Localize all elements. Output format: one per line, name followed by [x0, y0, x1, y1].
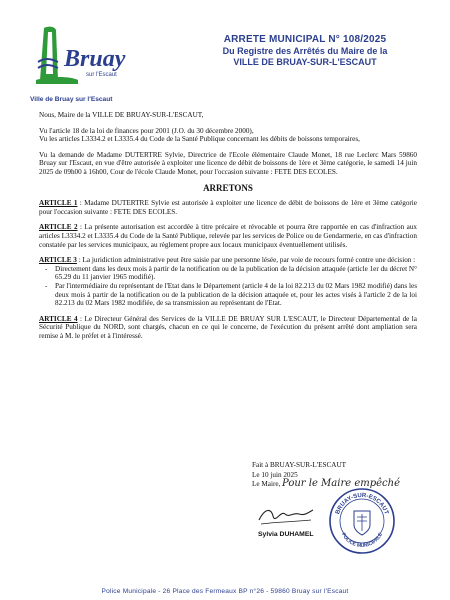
intro-line: Nous, Maire de la VILLE DE BRUAY-SUR-L'ESCAUT,	[39, 111, 204, 119]
article-2	[39, 223, 417, 249]
article-2-text: : La présente autorisation est accordée à titre précaire et révocable et pourra être rapportée en cas d'infraction aux articles L3334.2 et L3335.4 du Code de la Santé Publique, relevée par les services de Police ou de Gendarmerie, en cas d'infraction constatée par les services municipaux, au règlement propre aux locaux municipaux éventuellement utilisés.	[39, 223, 418, 249]
logo-caption: Ville de Bruay sur l'Escaut	[30, 96, 113, 103]
svg-text:POLICE MUNICIPALE	[340, 531, 384, 549]
recourse-list	[39, 265, 417, 308]
decree-body	[39, 111, 417, 340]
article-4-text: : Le Directeur Général des Services de la VILLE DE BRUAY SUR L'ESCAUT, le Directeur Départemental de la Sécurité Publique du NORD, sont chargés, chacun en ce qui le concerne, de l'exécution du présent arrêté dont ampliation sera remise à M. le préfet et à l'intéressé.	[39, 314, 417, 340]
article-2-label: ARTICLE 2	[39, 223, 78, 232]
document-header	[180, 34, 430, 67]
article-1-label: ARTICLE 1	[39, 199, 78, 208]
city-name: VILLE DE BRUAY-SUR-L'ESCAUT	[233, 57, 377, 67]
mayor-signature-image	[255, 500, 315, 530]
article-3-label: ARTICLE 3	[39, 256, 77, 265]
article-1-text: : Madame DUTERTRE Sylvie est autorisée à exploiter une licence de débit de boissons de 1ère et 3ème catégorie pour l'occasion suivante : FETE DES ECOLES.	[39, 199, 417, 216]
recourse-item-direct: - Directement dans les deux mois à partir de la notification ou de la publication de la décision attaquée (article 1er du décret N° 65.29 du 11 janvier 1965 modifié).	[53, 265, 417, 282]
stamp-top-text: BRUAY-SUR-ESCAUT	[335, 492, 389, 516]
recourse-item-prefect: - Par l'intermédiaire du représentant de l'Etat dans le Département (article 4 de la loi 82.213 du 02 Mars 1982 modifié) dans les deux mois à partir de la notification ou de la publication de la décision attaquée et, pour les actes visés à l'article 2 de la loi 82.213 du 02 Mars 1982 modifiée, de sa transmission au représentant de l'Etat.	[53, 282, 417, 308]
stamp-bottom-text: POLICE MUNICIPALE	[339, 531, 385, 550]
vu-health-code: Vu les articles L3334.2 et L3335.4 du Code de la Santé Publique concernant les débits de boissons temporaires,	[39, 135, 360, 144]
article-4-label: ARTICLE 4	[39, 314, 78, 323]
signature-place: Fait à BRUAY-SUR-L'ESCAUT	[252, 461, 347, 469]
article-1	[39, 199, 417, 216]
signature-date: Le 10 juin 2025	[252, 470, 298, 479]
signatory-name: Sylvia DUHAMEL	[258, 531, 314, 538]
logo-brand-sub: sur l'Escaut	[86, 72, 117, 78]
svg-text:BRUAY-SUR-ESCAUT	[335, 493, 389, 516]
signature-role: Le Maire,	[252, 480, 281, 489]
article-3	[39, 256, 417, 265]
handwritten-mention: Pour le Maire empêché	[282, 478, 400, 489]
decree-title: ARRETE MUNICIPAL N° 108/2025	[223, 34, 387, 45]
article-4	[39, 315, 417, 341]
police-stamp-image	[328, 487, 396, 555]
page-footer: Police Municipale - 26 Place des Fermeaux BP n°26 - 59860 Bruay sur l'Escaut	[101, 588, 349, 595]
article-3-text: : La juridiction administrative peut être saisie par une personne lésée, par voie de recours formé contre une décision :	[76, 256, 416, 265]
vu-finance-law: Vu l'article 18 de la loi de finances pour 2001 (J.O. du 30 décembre 2000),	[39, 126, 254, 135]
arretons-heading: ARRETONS	[203, 182, 253, 193]
logo-brand: Bruay	[64, 46, 126, 72]
vu-request: Vu la demande de Madame DUTERTRE Sylvie, Directrice de l'Ecole élémentaire Claude Monet, 18 rue Leclerc Mars 59860 Bruay sur l'Escaut, en vue d'être autorisée à exploiter une licence de débit de boissons de 1ère et 3ème catégorie, le samedi 14 juin 2025 de 09h00 à 16h00, Cour de l'école Claude Monet, pour l'occasion suivante : FETE DES ECOLES.	[39, 150, 417, 176]
city-logo	[30, 22, 130, 92]
decree-subtitle: Du Registre des Arrêtés du Maire de la	[222, 46, 388, 56]
